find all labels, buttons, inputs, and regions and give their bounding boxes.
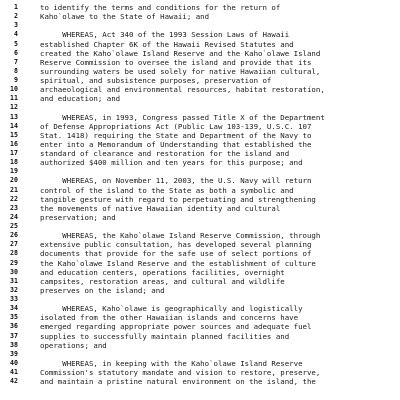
line-text: to identify the terms and conditions for the return of: [40, 3, 281, 12]
line-text: Commission's statutory mandate and vision to restore, preserve,: [40, 368, 321, 377]
line-text: and maintain a pristine natural environment on the island, the: [40, 377, 316, 387]
line-text: emerged regarding appropriate power sources and adequate fuel: [40, 322, 312, 332]
line-text: archaeological and environmental resources, habitat restoration,: [40, 85, 325, 95]
line-text: created the Kaho`olawe Island Reserve and the Kaho`olawe Island: [40, 48, 321, 58]
line-text: WHEREAS, on November 11, 2003, the U.S. Navy will return: [40, 176, 312, 186]
line-text: isolated from the other Hawaiian islands and concerns have: [40, 313, 299, 323]
document-line: [0, 186, 400, 195]
line-text: the movements of native Hawaiian identity and cultural: [40, 203, 281, 213]
line-text: Kaho`olawe to the State of Hawaii; and: [40, 12, 210, 22]
document-line: [0, 30, 400, 39]
line-number: 27: [10, 240, 18, 249]
line-number: 4: [14, 30, 18, 39]
document-line: [0, 113, 400, 122]
document-line: [0, 368, 400, 377]
document-line: [0, 359, 400, 368]
document-line: [0, 249, 400, 258]
line-number: 6: [14, 48, 18, 57]
line-number: 20: [10, 176, 18, 185]
line-number: 7: [14, 57, 18, 66]
document-line: [0, 304, 400, 313]
line-number: 13: [10, 112, 18, 121]
line-number: 17: [10, 149, 18, 157]
document-line: [0, 85, 400, 94]
line-text: spiritual, and subsistence purposes, preservation of: [40, 76, 272, 85]
line-number: 23: [10, 203, 18, 212]
line-number: 40: [10, 358, 18, 367]
line-text: and education centers, operations facilities, overnight: [40, 267, 285, 277]
line-number: 36: [10, 322, 18, 331]
document-line: [0, 286, 400, 295]
line-number: 25: [10, 222, 18, 230]
line-text: enter into a Memorandum of Understanding that established the: [40, 139, 312, 149]
document-line: [0, 167, 400, 176]
line-number: 42: [10, 377, 18, 386]
document-line: [0, 21, 400, 30]
document-line: [0, 350, 400, 359]
line-text: campsites, restoration areas, and cultural and wildlife: [40, 276, 285, 286]
line-number: 35: [10, 313, 18, 322]
line-number: 33: [10, 295, 18, 303]
document-line: [0, 277, 400, 286]
line-text: preservation; and: [40, 212, 116, 222]
document-line: [0, 158, 400, 167]
line-text: WHEREAS, Act 340 of the 1993 Session Laws of Hawaii: [40, 30, 290, 40]
line-text: WHEREAS, the Kaho`olawe Island Reserve Commission, through: [40, 231, 321, 241]
line-text: WHEREAS, in keeping with the Kaho`olawe Island Reserve: [40, 358, 303, 368]
line-number: 39: [10, 349, 18, 358]
line-number: 29: [10, 258, 18, 267]
document-line: [0, 103, 400, 112]
line-text: authorized $400 million and ten years for this purpose; and: [40, 158, 303, 168]
line-number: 31: [10, 276, 18, 285]
line-number: 2: [14, 12, 18, 21]
document-line: [0, 295, 400, 304]
line-number: 18: [10, 158, 18, 167]
line-number: 16: [10, 139, 18, 148]
line-number: 32: [10, 285, 18, 294]
line-number: 3: [14, 21, 18, 30]
line-text: supplies to successfully maintain planned facilities and: [40, 331, 290, 341]
line-text: extensive public consultation, has developed several planning: [40, 240, 312, 250]
document-line: [0, 131, 400, 140]
document-line: [0, 222, 400, 231]
line-number: 22: [10, 194, 18, 203]
document-line: [0, 94, 400, 103]
line-number: 41: [10, 368, 18, 376]
line-text: and education; and: [40, 94, 121, 104]
line-number: 14: [10, 121, 18, 130]
line-number: 10: [10, 85, 18, 94]
document-line: [0, 58, 400, 67]
document-line: [0, 195, 400, 204]
document-line: [0, 313, 400, 322]
line-text: control of the island to the State as both a symbolic and: [40, 185, 294, 195]
line-number: 12: [10, 103, 18, 112]
line-number: 26: [10, 231, 18, 240]
line-number: 9: [14, 76, 18, 84]
document-line: [0, 377, 400, 386]
line-text: of Defense Appropriations Act (Public Law 103-139, U.S.C. 107: [40, 121, 312, 131]
document-line: [0, 122, 400, 131]
document-line: [0, 3, 400, 12]
line-text: preserves on the island; and: [40, 285, 165, 295]
document-line: [0, 76, 400, 85]
document-line: [0, 40, 400, 49]
document-line: [0, 49, 400, 58]
line-text: standard of clearance and restoration for the island and: [40, 149, 290, 158]
line-number: 5: [14, 39, 18, 48]
document-line: [0, 268, 400, 277]
document-line: [0, 259, 400, 268]
line-number: 37: [10, 331, 18, 340]
document-line: [0, 231, 400, 240]
document-line: [0, 204, 400, 213]
line-number: 38: [10, 340, 18, 349]
line-number: 34: [10, 304, 18, 313]
document-line: [0, 240, 400, 249]
document-line: [0, 12, 400, 21]
line-text: the Kaho`olawe Island Reserve and the establishment of culture: [40, 258, 316, 268]
document-line: [0, 149, 400, 158]
line-text: tangible gesture with regard to perpetuating and strengthening: [40, 194, 316, 204]
line-number: 8: [14, 66, 18, 75]
document-body: [0, 3, 400, 386]
line-number: 1: [14, 3, 18, 11]
document-line: [0, 322, 400, 331]
document-line: [0, 176, 400, 185]
line-number: 21: [10, 185, 18, 194]
line-text: surrounding waters be used solely for native Hawaiian cultural,: [40, 66, 321, 76]
line-number: 30: [10, 267, 18, 276]
line-text: Reserve Commission to oversee the island and provide that its: [40, 57, 312, 67]
document-line: [0, 213, 400, 222]
line-number: 19: [10, 167, 18, 176]
line-text: documents that provide for the safe use of select portions of: [40, 249, 312, 259]
document-line: [0, 332, 400, 341]
line-text: Stat. 1418) requiring the State and Department of the Navy to: [40, 130, 312, 140]
document-line: [0, 341, 400, 350]
line-text: operations; and: [40, 340, 107, 350]
line-number: 24: [10, 212, 18, 221]
line-number: 28: [10, 249, 18, 258]
line-number: 15: [10, 130, 18, 139]
document-line: [0, 140, 400, 149]
line-text: WHEREAS, Kaho`olawe is geographically and logistically: [40, 304, 303, 314]
line-text: established Chapter 6K of the Hawaii Revised Statutes and: [40, 39, 294, 49]
line-number: 11: [10, 94, 18, 103]
line-text: WHEREAS, in 1993, Congress passed Title X of the Department: [40, 112, 325, 122]
document-line: [0, 67, 400, 76]
